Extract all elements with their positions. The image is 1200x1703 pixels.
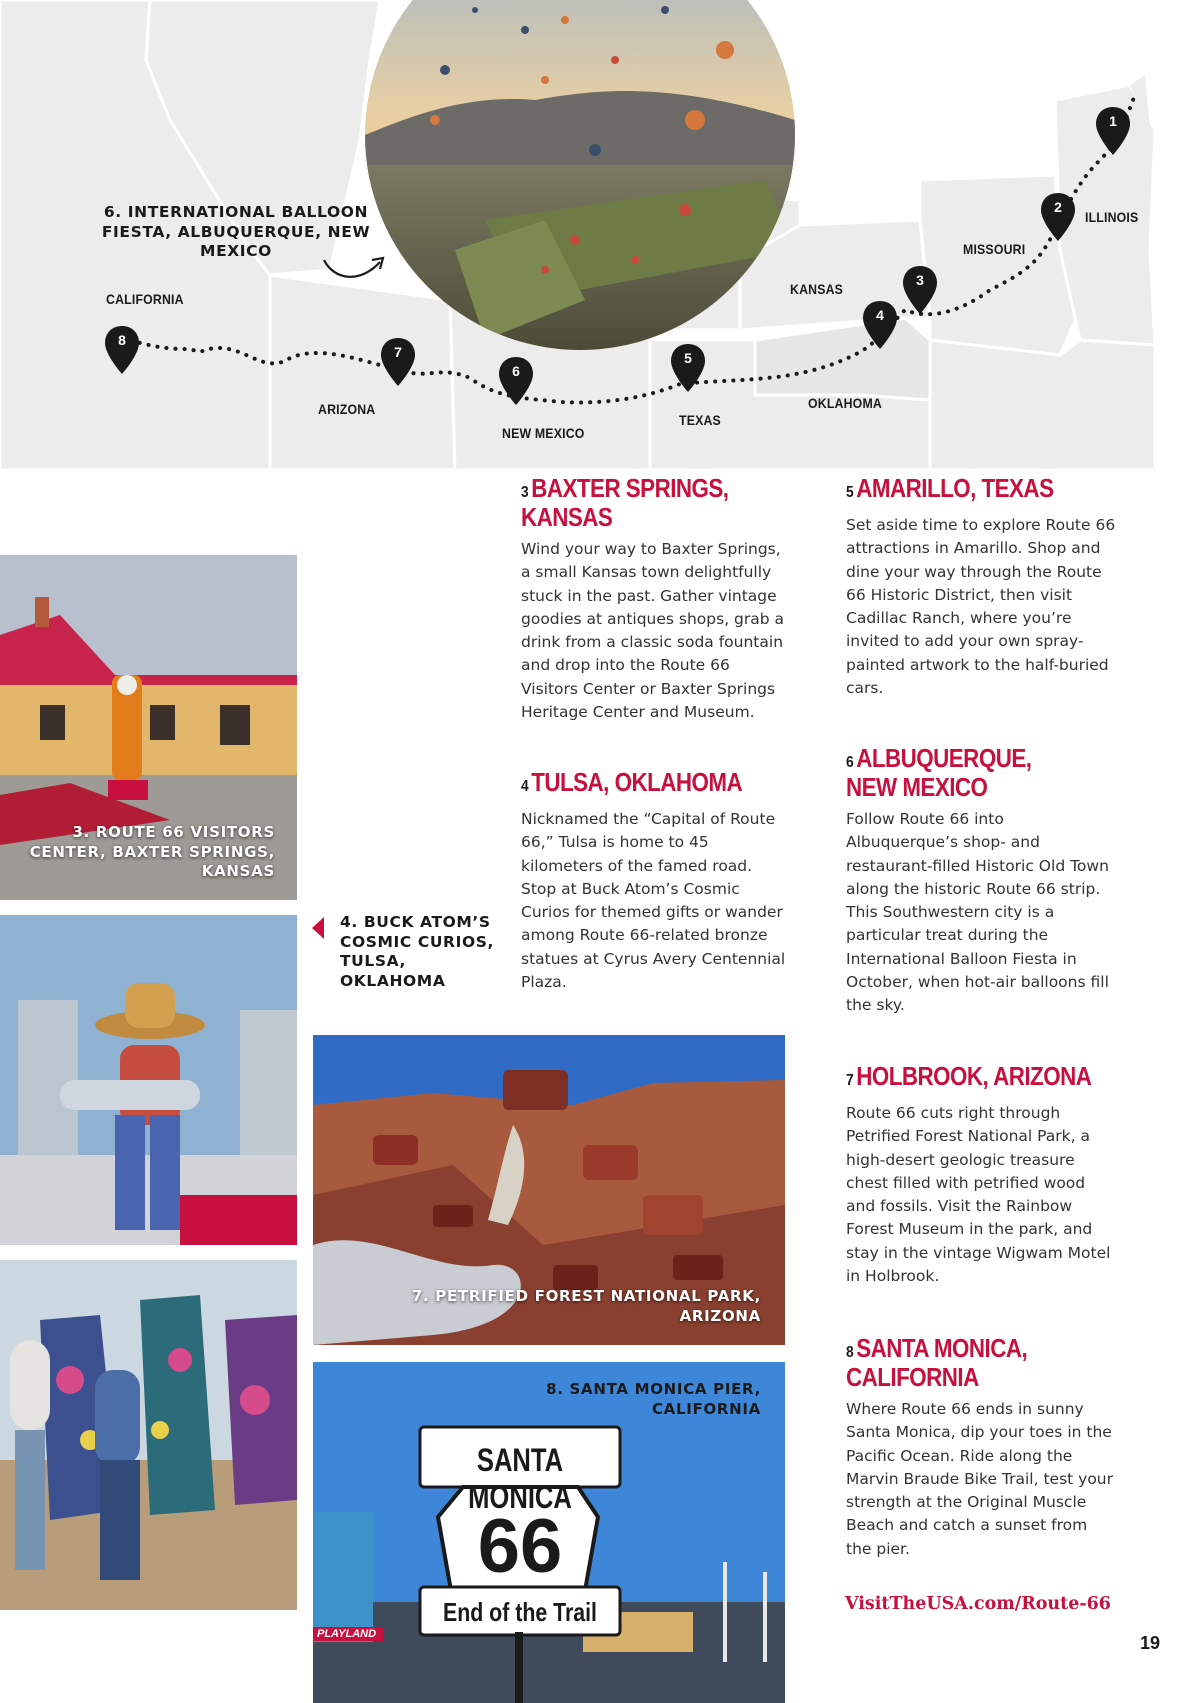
- entry-holbrook: [846, 1061, 1116, 1288]
- entry-title: [846, 473, 1130, 505]
- entry-title: [846, 1333, 1130, 1392]
- pin-number: 6: [512, 363, 520, 379]
- arizona-shape: [270, 275, 455, 470]
- state-label-kansas: KANSAS: [790, 281, 844, 297]
- entry-body: Set aside time to explore Route 66 attractions in Amarillo. Shop and dine your way through the Route 66 Historic District, then visit Cadillac Ranch, where you’re invited to add your own spray-painted artwork to the half-buried cars.: [846, 516, 1116, 698]
- page-number: 19: [1140, 1633, 1161, 1653]
- entry-santa-monica: [846, 1333, 1116, 1561]
- entry-body: Follow Route 66 into Albuquerque’s shop- and restaurant-filled Historic Old Town along the historic Route 66 strip. This Southwestern city is a particular treat during the International Balloon Fiesta in October, when hot-air balloons fill the sky.: [846, 810, 1109, 1015]
- entry-amarillo: [846, 473, 1116, 700]
- entry-albuquerque: [846, 743, 1116, 1018]
- pin-number: 5: [684, 350, 692, 366]
- sign-top-text: SANTA MONICA: [468, 1442, 572, 1515]
- state-label-california: CALIFORNIA: [106, 291, 184, 307]
- footer-url-link[interactable]: VisitTheUSA.com/Route-66: [845, 1594, 1111, 1614]
- entry-number: 4: [521, 778, 529, 795]
- entry-number: 8: [846, 1344, 854, 1361]
- pin-number: 7: [394, 344, 402, 360]
- pin-number: 4: [876, 307, 884, 323]
- entry-number: 7: [846, 1072, 854, 1089]
- entry-title-line2: NEW MEXICO: [846, 772, 988, 802]
- entry-tulsa: [521, 767, 791, 994]
- visitors-center-caption: 3. ROUTE 66 VISITORS CENTER, BAXTER SPRINGS, KANSAS: [29, 823, 275, 880]
- entry-body: Wind your way to Baxter Springs, a small Kansas town delightfully stuck in the past. Gather vintage goodies at antiques shops, grab a drink from a classic soda fountain and drop into the Route 66 Visitors Center or Baxter Springs Heritage Center and Museum.: [521, 540, 785, 722]
- map-pin-2[interactable]: [1040, 192, 1076, 242]
- map-pin-8[interactable]: [104, 325, 140, 375]
- petrified-forest-caption: 7. PETRIFIED FOREST NATIONAL PARK, ARIZONA: [411, 1287, 761, 1325]
- entry-title-line2: CALIFORNIA: [846, 1362, 979, 1392]
- santa-monica-pier-caption: 8. SANTA MONICA PIER, CALIFORNIA: [546, 1380, 761, 1418]
- entry-body: Nicknamed the “Capital of Route 66,” Tulsa is home to 45 kilometers of the famed road. Stop at Buck Atom’s Cosmic Curios for themed gifts or wander among Route 66-related bronze statues at Cyrus Avery Centennial Plaza.: [521, 810, 786, 992]
- entry-title: [846, 1061, 1130, 1093]
- entry-title-line1: HOLBROOK, ARIZONA: [856, 1061, 1092, 1091]
- entry-title-line1: AMARILLO, TEXAS: [856, 473, 1054, 503]
- entry-body: Where Route 66 ends in sunny Santa Monica, dip your toes in the Pacific Ocean. Ride along the Marvin Braude Bike Trail, test your strength at the Original Muscle Beach and catch a sunset from the pier.: [846, 1400, 1114, 1558]
- pin-number: 1: [1109, 113, 1117, 129]
- map-pin-5[interactable]: [670, 343, 706, 393]
- caret-left-icon: [312, 917, 324, 939]
- entry-number: 6: [846, 754, 854, 771]
- entry-number: 3: [521, 484, 529, 501]
- map-pin-1[interactable]: [1095, 106, 1131, 156]
- visitors-center-photo: [0, 555, 297, 900]
- entry-title-line1: BAXTER SPRINGS,: [531, 473, 729, 503]
- petrified-forest-photo: [313, 1035, 785, 1345]
- entry-baxter-springs: [521, 473, 791, 724]
- state-label-arizona: ARIZONA: [318, 401, 376, 417]
- entry-title-line2: KANSAS: [521, 502, 613, 532]
- oklahoma-shape: [755, 318, 930, 400]
- map-pin-3[interactable]: [902, 265, 938, 315]
- playland-sign-text: PLAYLAND: [317, 1628, 377, 1640]
- entry-title: [521, 767, 805, 799]
- entry-body: Route 66 cuts right through Petrified Forest National Park, a high-desert geologic treasure chest filled with petrified wood and fossils. Visit the Rainbow Forest Museum in the park, and stay in the vintage Wigwam Motel in Holbrook.: [846, 1104, 1111, 1286]
- pin-number: 3: [916, 272, 924, 288]
- santa-monica-pier-photo: [313, 1362, 785, 1703]
- sign-bottom-text: End of the Trail: [442, 1597, 597, 1627]
- cadillac-ranch-photo: [0, 1260, 297, 1610]
- buck-atom-photo: [0, 915, 297, 1245]
- state-label-new-mexico: NEW MEXICO: [502, 425, 585, 441]
- buck-atom-caption: 4. BUCK ATOM’S COSMIC CURIOS, TULSA, OKLAHOMA: [340, 913, 494, 990]
- pin-number: 2: [1054, 199, 1062, 215]
- entry-title-line1: SANTA MONICA,: [856, 1333, 1028, 1363]
- entry-title: [521, 473, 805, 532]
- curved-arrow-icon: [320, 250, 390, 290]
- entry-number: 5: [846, 484, 854, 501]
- entry-title-line1: TULSA, OKLAHOMA: [531, 767, 743, 797]
- pin-number: 8: [118, 332, 126, 348]
- sign-number-text: 66: [477, 1504, 563, 1589]
- map-pin-7[interactable]: [380, 337, 416, 387]
- arkansas-shape: [930, 340, 1155, 470]
- state-label-oklahoma: OKLAHOMA: [808, 395, 882, 411]
- state-label-missouri: MISSOURI: [963, 241, 1026, 257]
- entry-title-line1: ALBUQUERQUE,: [856, 743, 1032, 773]
- balloon-fiesta-caption: 6. INTERNATIONAL BALLOON FIESTA, ALBUQUERQUE, NEW MEXICO: [101, 203, 371, 260]
- state-label-texas: TEXAS: [679, 412, 721, 428]
- map-pin-6[interactable]: [498, 356, 534, 406]
- map-pin-4[interactable]: [862, 300, 898, 350]
- state-label-illinois: ILLINOIS: [1085, 209, 1139, 225]
- entry-title: [846, 743, 1130, 802]
